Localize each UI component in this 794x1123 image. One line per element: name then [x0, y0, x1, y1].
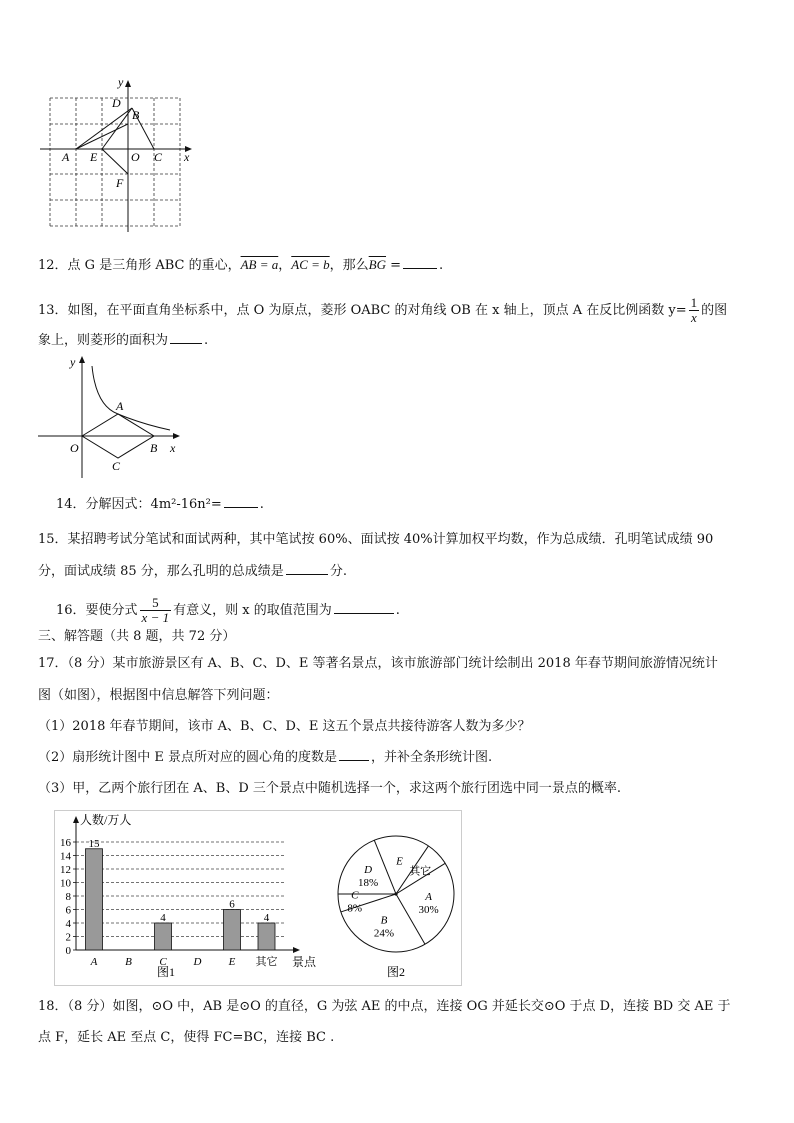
q17-answer-blank[interactable]: [339, 760, 369, 761]
pie-caption: 图2: [386, 965, 406, 979]
q17-part2: [38, 749, 492, 767]
question-12: [38, 256, 443, 275]
bar-caption: 图1: [156, 965, 176, 979]
q16-frac-num: 5: [140, 596, 172, 611]
q14-answer-blank[interactable]: [224, 507, 258, 508]
pie-divider-4: [396, 894, 425, 944]
ytick-label-4: 4: [65, 918, 71, 930]
ytick-label-10: 10: [60, 877, 71, 890]
question-13-line1: [38, 296, 727, 325]
bar-category-其它: 其它: [255, 956, 278, 968]
q13-frac-den: x: [690, 310, 697, 325]
pie-label-C: C: [351, 889, 359, 902]
fig11-label-C: C: [154, 150, 163, 164]
pie-value-A: 30%: [418, 904, 439, 917]
question-13-line2: [38, 332, 208, 350]
q12-text: 12．点 G 是三角形 ABC 的重心，: [38, 258, 241, 273]
question-15-line2: [38, 563, 347, 581]
q15-line2: 分，面试成绩 85 分，那么孔明的总成绩是: [38, 564, 284, 579]
pie-label-其它: 其它: [409, 865, 432, 878]
q17-line1: 17．（8 分）某市旅游景区有 A、B、C、D、E 等著名景点，该市旅游部门统计绘制出 2018 年春节期间旅游情况统计: [38, 656, 718, 671]
q17-line2: 图（如图），根据图中信息解答下列问题：: [38, 688, 279, 703]
q12-eq3: =: [386, 258, 402, 273]
pie-label-D: D: [364, 864, 373, 877]
q12-eq1: AB = a: [240, 257, 279, 272]
q13-line2: 象上，则菱形的面积为: [38, 333, 169, 348]
pie-value-C: 8%: [347, 902, 363, 915]
bar-category-E: E: [228, 956, 236, 968]
fig13-label-y: y: [70, 355, 76, 369]
ytick-label-14: 14: [60, 850, 71, 863]
q12-end: .: [439, 258, 444, 273]
q16-frac-den: x − 1: [141, 610, 170, 625]
bar-C: [155, 923, 172, 950]
fig13-label-O: O: [70, 441, 79, 455]
pie-center: [394, 892, 397, 895]
q18-line1: 18．（8 分）如图，⊙O 中，AB 是⊙O 的直径，G 为弦 AE 的中点，连接 OG 并延长交⊙O 于点 D，连接 BD 交 AE 于: [38, 999, 731, 1014]
ytick-label-2: 2: [65, 931, 71, 944]
q13-fraction: [689, 296, 700, 325]
q12-answer-blank[interactable]: [403, 268, 437, 269]
q14-text: 14．分解因式：4m²-16n²=: [56, 497, 222, 512]
q14-end: .: [259, 497, 264, 512]
q16-text: 16．要使分式: [56, 603, 138, 618]
bar-category-B: B: [125, 956, 132, 968]
q16-end: .: [395, 603, 400, 618]
bar-category-C: C: [159, 956, 167, 968]
pie-label-E: E: [396, 855, 403, 868]
q18-line2: 点 F，延长 AE 至点 C，使得 FC=BC，连接 BC .: [38, 1030, 335, 1045]
q13-answer-blank[interactable]: [170, 343, 202, 344]
question-15-line1: [38, 531, 713, 549]
ytick-label-16: 16: [60, 837, 71, 849]
q16-fraction: [140, 596, 172, 625]
question-16: [56, 596, 400, 625]
q12-vec-bg: $\overline{BG}$: [368, 257, 387, 272]
bar-value-E: 6: [229, 898, 235, 911]
pie-chart: [326, 812, 460, 982]
bar-value-其它: 4: [263, 912, 270, 924]
ytick-label-8: 8: [65, 891, 71, 903]
fig11-label-E: E: [90, 150, 98, 164]
q17-part3: （3）甲，乙两个旅行团在 A、B、D 三个景点中随机选择一个，求这两个旅行团选中同一景点的概率.: [38, 781, 622, 796]
q17-part2-a: （2）扇形统计图中 E 景点所对应的圆心角的度数是: [38, 750, 338, 765]
fig11-label-B: B: [132, 108, 140, 122]
bar-x-arrow: [293, 947, 300, 953]
pie-value-D: 18%: [358, 877, 379, 890]
q16-mid: 有意义，则 x 的取值范围为: [173, 603, 332, 618]
fig13-label-A: A: [116, 399, 124, 413]
fig11-label-y: y: [118, 75, 124, 89]
bar-E: [224, 910, 241, 951]
bar-category-D: D: [193, 956, 202, 968]
q13-end: .: [204, 333, 209, 348]
fig11-label-x: x: [184, 150, 190, 164]
fig11-label-F: F: [116, 176, 124, 190]
fig11-label-D: D: [112, 96, 121, 110]
pie-label-A: A: [425, 891, 433, 904]
q12-sep1: ，: [278, 258, 292, 273]
bar-value-A: 15: [88, 837, 100, 850]
bar-category-A: A: [90, 956, 98, 968]
bar-y-arrow: [73, 816, 79, 823]
q13-rhombus-figure: [36, 354, 186, 482]
q11-grid-figure: [36, 74, 206, 236]
bar-value-C: 4: [160, 912, 166, 924]
bar-其它: [258, 923, 275, 950]
q15-answer-blank[interactable]: [286, 574, 328, 575]
section-3-heading: 三、解答题（共 8 题，共 72 分）: [38, 629, 236, 644]
q12-eq2: AC = b: [291, 257, 330, 272]
fig11-label-A: A: [62, 150, 70, 164]
bar-xlabel: 景点: [292, 955, 317, 969]
fig13-label-B: B: [150, 441, 158, 455]
q15-line1: 15．某招聘考试分笔试和面试两种，其中笔试按 60%、面试按 40%计算加权平均数，作为总成绩．孔明笔试成绩 90: [38, 532, 714, 547]
q13-line1: 13．如图，在平面直角坐标系中，点 O 为原点，菱形 OABC 的对角线 OB 在 x 轴上，顶点 A 在反比例函数 y=: [38, 303, 687, 318]
ytick-label-0: 0: [65, 945, 71, 957]
fig13-label-C: C: [112, 459, 121, 473]
hyperbola-curve: [92, 366, 170, 430]
question-14: [56, 496, 264, 514]
ytick-label-6: 6: [65, 904, 71, 917]
q15-end: 分.: [329, 564, 347, 579]
q16-answer-blank[interactable]: [334, 613, 394, 614]
pie-label-B: B: [380, 914, 388, 927]
fig11-label-O: O: [131, 150, 140, 164]
q12-sep2: ，那么: [329, 258, 369, 273]
q13-frac-num: 1: [690, 295, 698, 310]
q13-tail: 的图: [701, 303, 728, 318]
pie-value-B: 24%: [373, 927, 395, 940]
q17-part1: （1）2018 年春节期间，该市 A、B、C、D、E 这五个景点共接待游客人数为多少？: [38, 719, 531, 734]
figure-segments: [76, 108, 154, 174]
bar-ylabel: 人数/万人: [80, 813, 132, 827]
q17-part2-b: ，并补全条形统计图.: [371, 750, 493, 765]
fig13-label-x: x: [170, 441, 176, 455]
bar-chart: [56, 812, 326, 982]
bar-A: [86, 849, 103, 950]
ytick-label-12: 12: [60, 864, 71, 876]
